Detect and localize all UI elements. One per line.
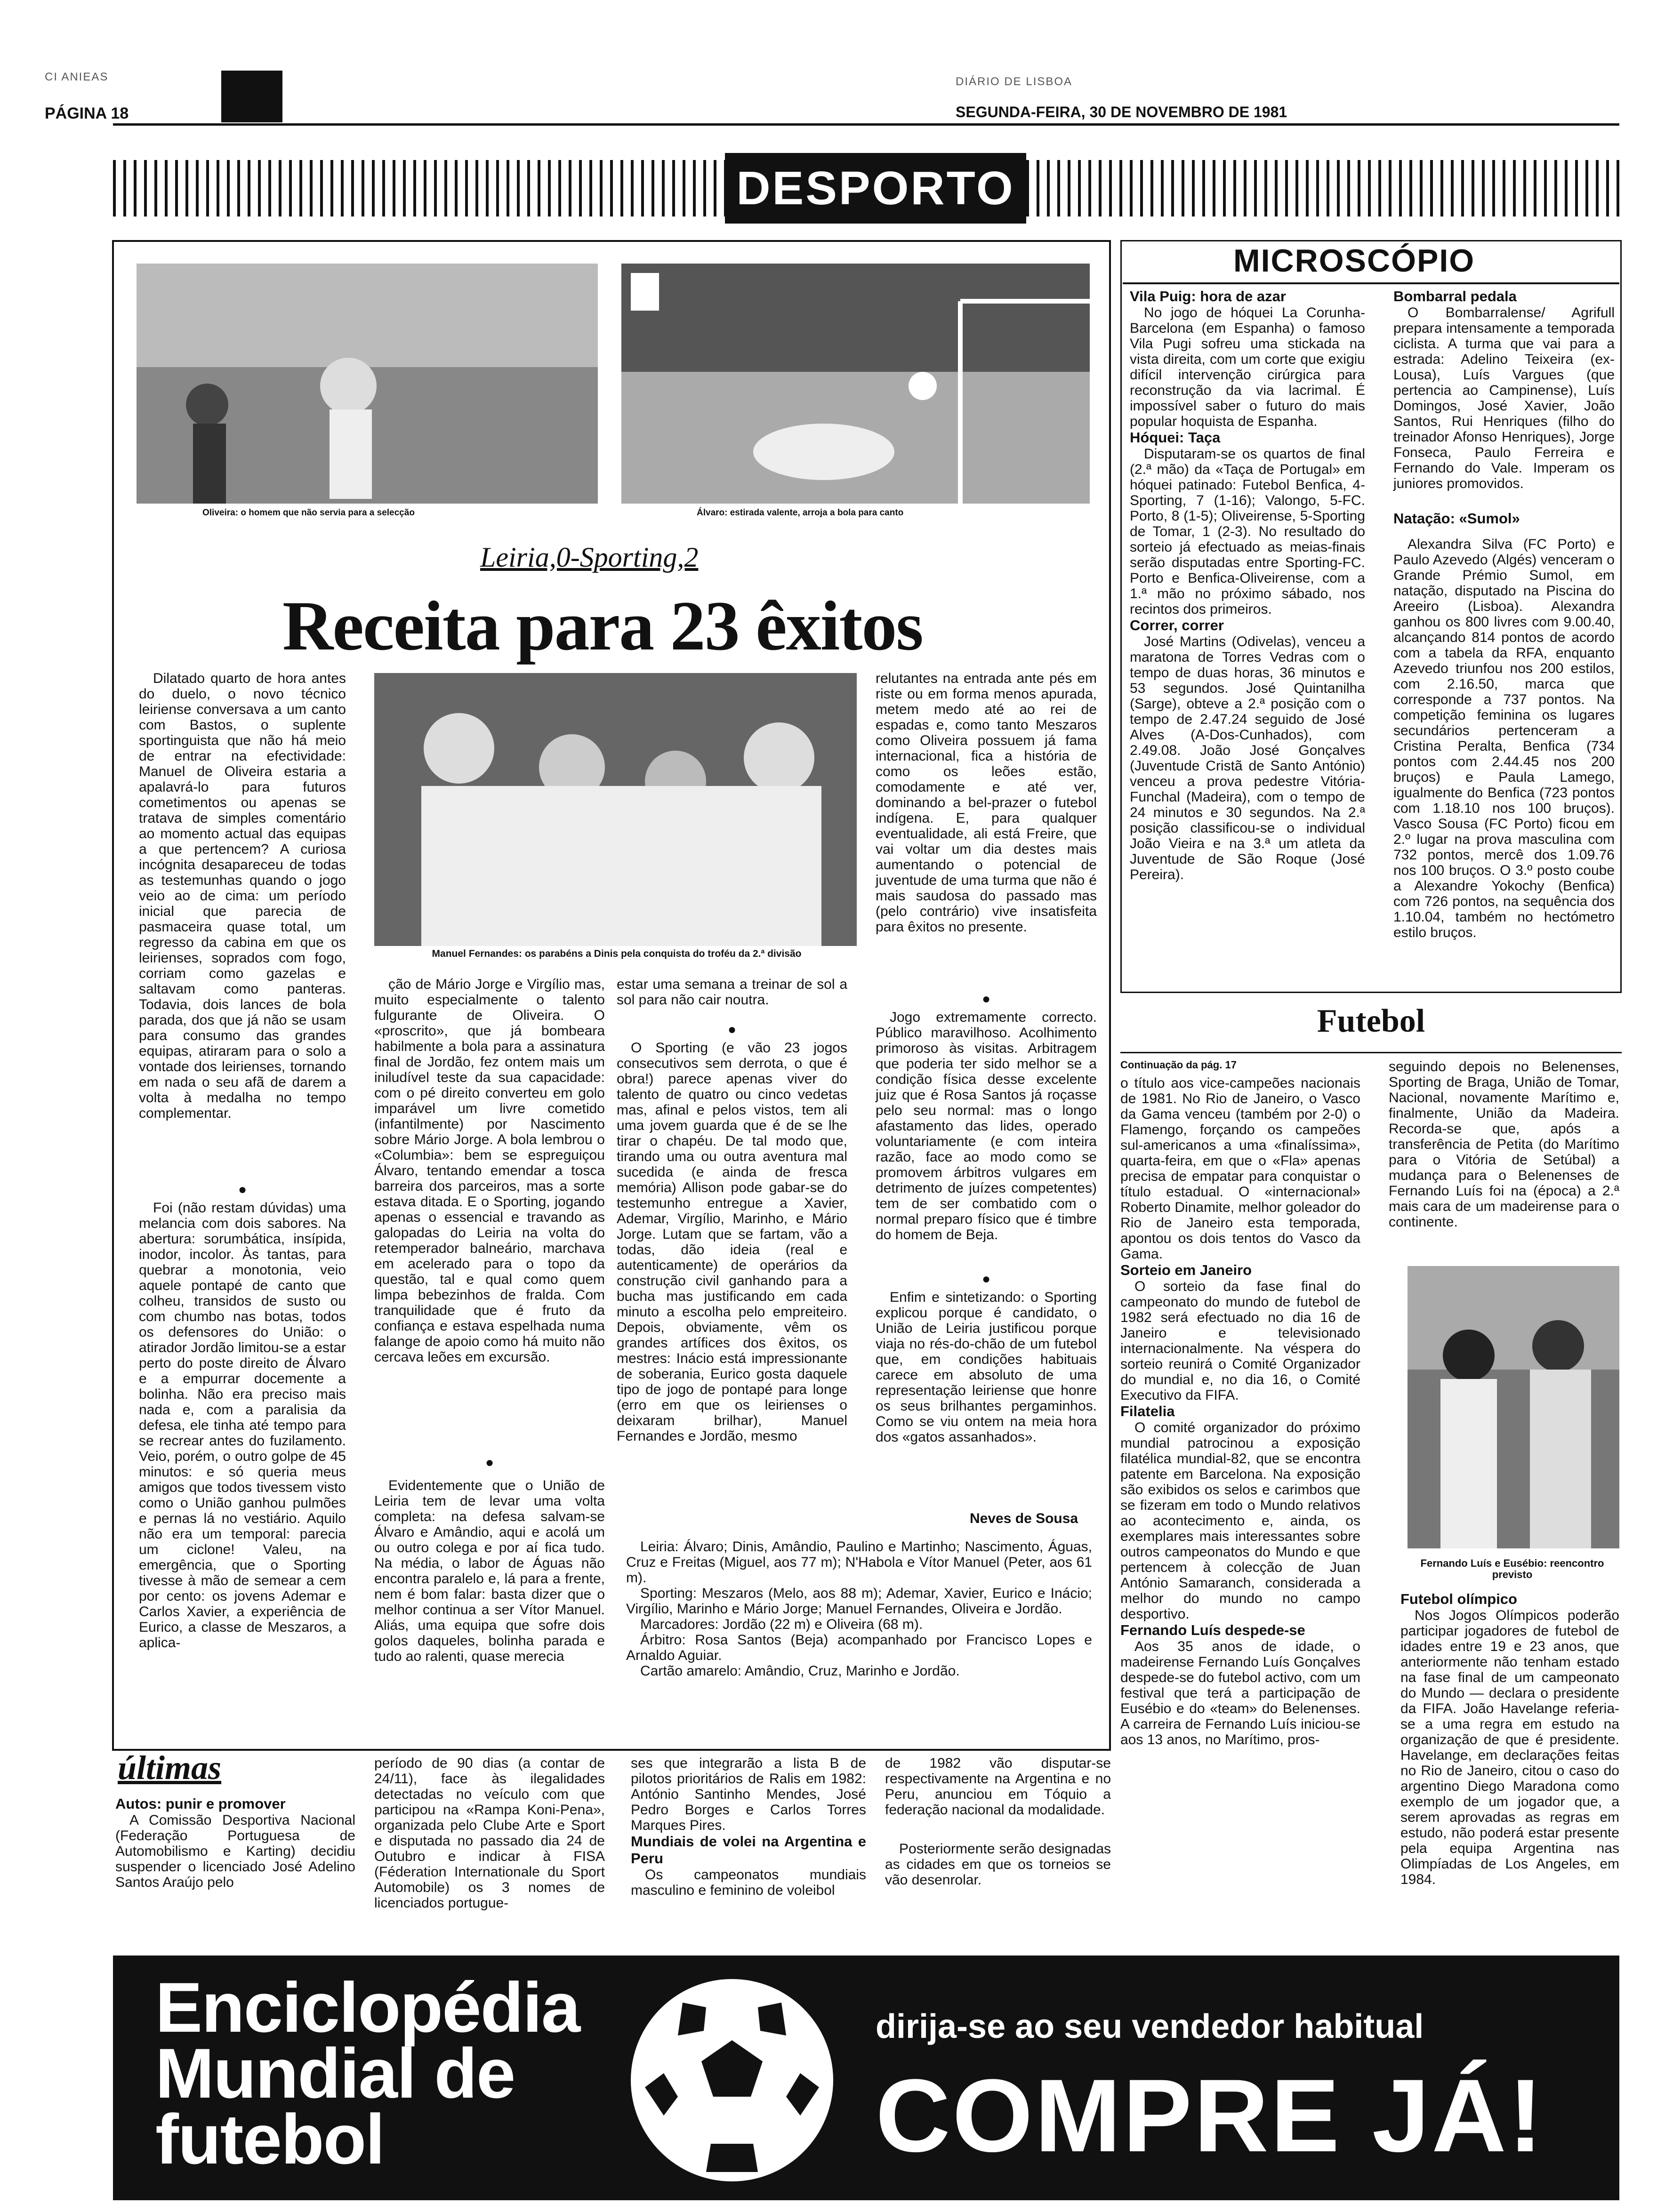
ad-title-line-1: Enciclopédia <box>155 1968 580 2047</box>
paper-name: CI ANIEAS <box>45 71 109 83</box>
page-number: PÁGINA 18 <box>45 104 129 122</box>
ultimas-head-autos: Autos: punir e promover <box>115 1795 286 1812</box>
micro-head-correr: Correr, correr <box>1130 617 1224 633</box>
ultimas-col-4: de 1982 vão disputar-se respectivamente na Argentina e no Peru, anunciou em Tóquio a federação nacional da modalidade. Posteriormente serão designadas as cidades em que os torneios se vão desenrolar. <box>885 1755 1111 1888</box>
bullet-1: ● <box>238 1182 247 1197</box>
hatch-right <box>1026 160 1624 216</box>
article-col-3: estar uma semana a treinar de sol a sol para não cair noutra. <box>617 977 847 1008</box>
futebol-col-1: o título aos vice-campeões nacionais de 1981. No Rio de Janeiro, o Vasco da Gama venceu (também por 2-0) o Flamengo, forçando os campeões sul-americanos a uma «finalíssima», quarta-feira, em que o «Fla» apenas precisa de empatar para conquistar o título estadual. O «internacional» Roberto Dinamite, melhor goleador do Rio de Janeiro esta temporada, apontou os dois tentos do Vasco da Gama. Sorteio em Janeiro O sorteio da fase final do campeonato do mundo de futebol de 1982 será efectuado no dia 16 de Janeiro e televisionado internacionalmente. Na véspera do sorteio reunirá o Comité Organizador do mundial e, no dia 16, o Comité Executivo da FIFA. Filatelia O comité organizador do próximo mundial patrocinou a exposição filatélica mundial-82, que se encontra patente em Barcelona. Na exposição são exibidos os selos e carimbos que se fizeram em todo o Mundo relativos ao acontecimento e, ainda, os exemplares mais interessantes sobre outros campeonatos do Mundo e que pertencem à colecção de Juan António Samaranch, considerada a melhor do mundo no campo desportivo. Fernando Luís despede-se Aos 35 anos de idade, o madeirense Fernando Luís Gonçalves despede-se do futebol activo, com um festival que terá a participação de Eusébio e do «team» do Belenenses. A carreira de Fernando Luís iniciou-se aos 13 anos, no Marítimo, pros- <box>1120 1075 1360 1747</box>
ultimas-col-3: ses que integrarão a lista B de pilotos prioritários de Ralis em 1982: António Santinho Mendes, José Pedro Borges e Carlos Torres Marques Pires. Mundiais de volei na Argentina e Peru Os campeonatos mundiais masculino e feminino de voleibol <box>631 1755 866 1898</box>
ad-title-line-3: futebol <box>155 2100 384 2179</box>
newspaper-logo <box>221 71 282 122</box>
article-col-4: relutantes na entrada ante pés em riste ou em forma menos apurada, metem medo até ao rei de espadas e, como tanto Meszaros como Oliveira possuem já fama internacional, fica a história de como os leões estão, comodamente e até ver, dominando a bel-prazer o futebol indígena. E, para qualquer eventualidade, ali está Freire, que vai voltar um dia destes mais aumentando o potencial de juventude de uma turma que não é mais saudosa do passado mas (pelo contrário) vive insatisfeita para êxitos no presente. <box>876 671 1097 935</box>
caption-oliveira: Oliveira: o homem que não servia para a selecção <box>202 508 415 518</box>
futebol-title: Futebol <box>1317 1003 1425 1039</box>
micro-head-bombarral: Bombarral pedala <box>1393 288 1517 305</box>
futebol-col-2b: Futebol olímpico Nos Jogos Olímpicos poderão participar jogadores de futebol de idades entre 19 e 23 anos, que anteriormente não tenham estado na fase final de um campeonato do Mundo — declara o presidente da FIFA. João Havelange referia-se a uma regra em estudo na organização de que é presidente. Havelange, em declarações feitas no Rio de Janeiro, citou o caso do argentino Diego Maradona como exemplo de um jogador que, a serem aprovadas as regras em estudo, não poderá estar presente pela equipa Argentina nas Olimpíadas de Los Angeles, em 1984. <box>1400 1591 1619 1887</box>
article-col-2b: Evidentemente que o União de Leiria tem de levar uma volta completa: na defesa salvam-se Álvaro e Amândio, aqui e acolá um ou outro colega e por aí fica tudo. Na média, o labor de Águas não encontra paralelo e, lá para a frente, nem é bom falar: basta dizer que o melhor continua a ser Vítor Manuel. Aliás, uma equipa que sofre dois golos daqueles, bolinha parada e tudo ao ralenti, quase merecia <box>374 1478 605 1664</box>
micro-head-natacao: Natação: «Sumol» <box>1393 510 1520 527</box>
ad-title-line-2: Mundial de <box>155 2034 515 2113</box>
lineup-scorers: Marcadores: Jordão (22 m) e Oliveira (68 m). <box>640 1617 923 1632</box>
article-col-3b: O Sporting (e vão 23 jogos consecutivos sem derrota, o que é obra!) parece apenas viver do talento de quatro ou cinco vedetas mas, afinal e pelos vistos, tem ali uma jovem guarda que é de se lhe tirar o chapéu. De tal modo que, tirando uma ou outra aventura mal sucedida (e ainda de fresca memória) Allison pode gabar-se do testemunho entregue a Xavier, Ademar, Virgílio, Marinho, e Mário Jorge. Lutam que se fartam, vão a todas, dão ideia (real e autenticamente) de operários da construção civil ganhando para a bucha mas justificando em cada minuto a escolha pelo empreiteiro. Depois, obviamente, vêm os grandes artífices dos êxitos, os mestres: Inácio está impressionante de soberania, Eurico gosta daquele tipo de jogo de pontapé para longe (erro em que os leirienses o deixaram brilhar), Manuel Fernandes e Jordão, mesmo <box>617 1040 847 1444</box>
top-faint-text: DIÁRIO DE LISBOA <box>956 75 1073 88</box>
author: Neves de Sousa <box>970 1511 1078 1526</box>
lineup-sporting: Sporting: Meszaros (Melo, aos 88 m); Ademar, Xavier, Eurico e Inácio; Virgílio, Marinho e Mário Jorge; Manuel Fernandes, Oliveira e Jordão. <box>626 1586 1092 1617</box>
section-banner: DESPORTO <box>725 153 1026 224</box>
headline: Receita para 23 êxitos <box>282 587 923 665</box>
article-col-1: Dilatado quarto de hora antes do duelo, o novo técnico leiriense conversava a um canto com Bastos, o suplente sportinguista que não há meio de entrar na efectividade: Manuel de Oliveira estaria a apalavrá-lo para futuros cometimentos ou apenas se tratava de simples comentário ao momento actual das equipas a que pertencem? A curiosa incógnita desapareceu de todas as testemunhas quando o jogo veio ao de cima: um período inicial que parecia de pasmaceira quase total, um regresso da cabina em que os leirienses, soprados com fogo, corriam como gazelas e saltavam como panteras. Todavia, dois lances de bola parada, dos que já não se usam para consumo das grandes equipas, atiraram para o solo a vontade dos leirienses, tornando em nada o seu afã de darem a volta à medalha no tempo complementar. <box>139 671 346 1121</box>
futebol-col-2: seguindo depois no Belenenses, Sporting de Braga, União de Tomar, Nacional, novamente Marítimo e, finalmente, União da Madeira. Recorda-se que, após a transferência de Petita (do Marítimo para o Vitória de Setúbal) a mudança para o Belenenses de Fernando Luís foi na (época) a 2.ª mais cara de um madeirense para o continente. <box>1389 1059 1619 1230</box>
photo-manuel-fernandes <box>374 673 857 946</box>
ultimas-title: últimas <box>118 1749 222 1787</box>
futebol-head-filatelia: Filatelia <box>1120 1403 1175 1419</box>
football-icon <box>626 1974 838 2188</box>
microscopio-rule <box>1123 282 1619 284</box>
advertisement <box>113 1956 1619 2200</box>
futebol-head-fernando-luis: Fernando Luís despede-se <box>1120 1622 1305 1638</box>
lineup-cards: Cartão amarelo: Amândio, Cruz, Marinho e Jordão. <box>640 1663 960 1679</box>
ad-small-text: dirija-se ao seu vendedor habitual <box>876 2008 1424 2045</box>
caption-manuel-fernandes: Manuel Fernandes: os parabéns a Dinis pela conquista do troféu da 2.ª divisão <box>432 948 802 959</box>
kicker: Leiria,0-Sporting,2 <box>480 542 699 573</box>
photo-oliveira <box>137 264 598 504</box>
microscopio-col-2: Bombarral pedala O Bombarralense/ Agrifull prepara intensamente a temporada ciclista. A turma que vai para a estrada: Adelino Teixeira (ex-Lousa), Luís Vargues (que pertencia ao Campinense), Luís Domingos, José Xavier, João Santos, Rui Henriques (filho do treinador Afonso Henriques), Jorge Fonseca, Paulo Ferreira e Fernando do Vale. Imperam os juniores promovidos. Natação: «Sumol» Alexandra Silva (FC Porto) e Paulo Azevedo (Algés) venceram o Grande Prémio Sumol, em natação, disputado na Piscina do Areeiro (Lisboa). Alexandra ganhou os 800 livres com 9.00.40, alcançando 814 pontos de acordo com a tabela da RFA, enquanto Azevedo triunfou nos 200 estilos, com 2.16.50, marca que corresponde a 737 pontos. Na competição feminina os lugares secundários pertenceram a Cristina Peralta, Benfica (734 pontos com 2.44.45 nos 200 bruços) e Paula Lamego, igualmente do Benfica (723 pontos com 1.18.10 nos 100 bruços). Vasco Sousa (FC Porto) ficou em 2.º lugar na prova masculina com 732 pontos, mercê dos 1.09.76 nos 100 bruços. O 3.º posto coube a Alexandre Yokochy (Benfica) com 726 pontos, na sequência dos 1.10.04, também no hectómetro estilo bruços. <box>1393 288 1615 940</box>
ultimas-col-2: período de 90 dias (a contar de 24/11), face às ilegalidades detectadas no veículo com que participou na «Rampa Koni-Pena», organizada pelo Clube Arte e Sport e disputada no passado dia 24 de Outubro e indicar à FISA (Féderation Internationale du Sport Automobile) os 3 nomes de licenciados portugue- <box>374 1755 605 1911</box>
microscopio-col-1: Vila Puig: hora de azar No jogo de hóquei La Corunha-Barcelona (em Espanha) o famoso Vila Pugi sofreu uma stickada na vista direita, com um corte que exigiu difícil intervenção cirúrgica para reconstrução da via lacrimal. É impossível saber o futuro do mais popular hoquista de Espanha. Hóquei: Taça Disputaram-se os quartos de final (2.ª mão) da «Taça de Portugal» em hóquei patinado: Futebol Benfica, 4-Sporting, 7 (1-16); Valongo, 5-FC. Porto, 8 (1-5); Oliveirense, 5-Sporting de Tomar, 1 (2-3). No resultado do sorteio já efectuado as meias-finais serão disputadas entre Sporting-FC. Porto e Benfica-Oliveirense, com a 1.ª mão no próximo sábado, nos recintos dos primeiros. Correr, correr José Martins (Odivelas), venceu a maratona de Torres Vedras com o tempo de duas horas, 36 minutos e 53 segundos. José Quintanilha (Sarge), obteve a 2.ª posição com o tempo de 2.47.24 seguido de José Alves (A-Dos-Cunhados), com 2.49.08. João José Gonçalves (Juventude Cristã de Santo António) venceu a prova pedestre Vitória-Funchal (Madeira), com o tempo de 24 minutos e 30 segundos. Na 2.ª posição classificou-se o individual João Vieira e na 3.ª um atleta da Juventude de São Roque (José Pereira). <box>1130 288 1365 882</box>
top-rule <box>113 123 1619 126</box>
bullet-4: ● <box>981 991 991 1007</box>
bullet-2: ● <box>485 1455 494 1470</box>
ad-big-text: COMPRE JÁ! <box>876 2058 1545 2173</box>
photo-fernando-eusebio <box>1408 1266 1619 1548</box>
futebol-head-olimpico: Futebol olímpico <box>1400 1591 1517 1607</box>
article-col-1b: Foi (não restam dúvidas) uma melancia com dois sabores. Na abertura: sorumbática, insípida, inodor, incolor. Às tantas, para quebrar a monotonia, veio aquele pontapé de canto que colheu, transidos de susto ou com chumbo nas botas, todos os defensores do União: o atirador Jordão limitou-se a estar perto do poste direito de Álvaro e a empurrar docemente a bolinha. Não era preciso mais nada e, com a paralisia da defesa, ele tinha até tempo para se recrear antes do fuzilamento. Veio, porém, o outro golpe de 45 minutos: e só queria meus amigos que todos tivessem visto como o União ganhou pulmões e pernas lá no vestiário. Aquilo não era um temporal: parecia um ciclone! Valeu, na emergência, que o Sporting tivesse à mão de semear a cem por cento: os jovens Ademar e Carlos Xavier, a experiência de Eurico, a classe de Meszaros, a aplica- <box>139 1200 346 1651</box>
continuation-note: Continuação da pág. 17 <box>1120 1059 1237 1071</box>
hatch-left <box>113 160 725 216</box>
lineup-referee: Árbitro: Rosa Santos (Beja) acompanhado por Francisco Lopes e Arnaldo Aguiar. <box>626 1632 1092 1663</box>
article-col-2: ção de Mário Jorge e Virgílio mas, muito especialmente o talento fulgurante de Oliveira. O «proscrito», que já bombeara habilmente a bola para a assinatura final de Jordão, fez ontem mais um iniludível teste da sua capacidade: com o pé direito converteu em golo imparável um livre cometido (infantilmente) por Nascimento sobre Mário Jorge. A bola lembrou o «Columbia»: bem se espreguiçou Álvaro, tentando emendar a tosca barreira dos parceiros, mas a sorte estava ditada. E o Sporting, jogando apenas o essencial e travando as galopadas do Leiria na volta do retemperador balneário, marchava em acelerado para o topo da questão, tal e qual como quem limpa bebezinhos de fralda. Com tranquilidade que é fruto da confiança e estava espelhada numa falange de apoio como há muito não cercava leões em excursão. <box>374 977 605 1365</box>
photo-alvaro <box>621 264 1090 504</box>
lineup-leiria: Leiria: Álvaro; Dinis, Amândio, Paulino e Martinho; Nascimento, Águas, Cruz e Freitas (Miguel, aos 77 m); N'Habola e Vítor Manuel (Peter, aos 61 m). <box>626 1539 1092 1586</box>
lineup-box <box>626 1539 1092 1746</box>
futebol-rule <box>1120 1052 1622 1053</box>
bullet-3: ● <box>727 1022 737 1037</box>
article-col-4b: Jogo extremamente correcto. Público maravilhoso. Acolhimento primoroso às visitas. Arbitragem que poderia ter sido melhor se a condição física desse excelente juiz que é Rosa Santos já roçasse pelo seu normal: mas o longo afastamento das lides, operado voluntariamente (e com inteira razão, face ao modo como se promovem árbitros vulgares em detrimento de juízes competentes) tem de ser combatido com o normal preparo físico que é timbre do homem de Beja. <box>876 1010 1097 1242</box>
bullet-5: ● <box>981 1271 991 1287</box>
micro-head-vila-puig: Vila Puig: hora de azar <box>1130 288 1286 305</box>
caption-fernando-eusebio: Fernando Luís e Eusébio: reencontro previsto <box>1420 1557 1604 1580</box>
micro-head-hoquei: Hóquei: Taça <box>1130 429 1221 446</box>
dateline: SEGUNDA-FEIRA, 30 DE NOVEMBRO DE 1981 <box>956 104 1287 120</box>
ultimas-head-volei: Mundiais de volei na Argentina e Peru <box>631 1833 866 1867</box>
ad-title <box>155 1968 580 2179</box>
microscopio-title: MICROSCÓPIO <box>1233 243 1475 279</box>
caption-alvaro: Álvaro: estirada valente, arroja a bola para canto <box>697 508 904 518</box>
ultimas-col-1: Autos: punir e promover A Comissão Desportiva Nacional (Federação Portuguesa de Automobilismo e Karting) decidiu suspender o licenciado José Adelino Santos Araújo pelo <box>115 1795 355 1890</box>
futebol-head-sorteio: Sorteio em Janeiro <box>1120 1262 1252 1278</box>
article-col-4c: Enfim e sintetizando: o Sporting explicou porque é candidato, o União de Leiria justificou porque viaja no rés-do-chão de um futebol que, em condições habituais carece em absoluto de uma representação leiriense que honre os seus brilhantes pergaminhos. Como se viu ontem na meia hora dos «gatos assanhados». <box>876 1290 1097 1445</box>
